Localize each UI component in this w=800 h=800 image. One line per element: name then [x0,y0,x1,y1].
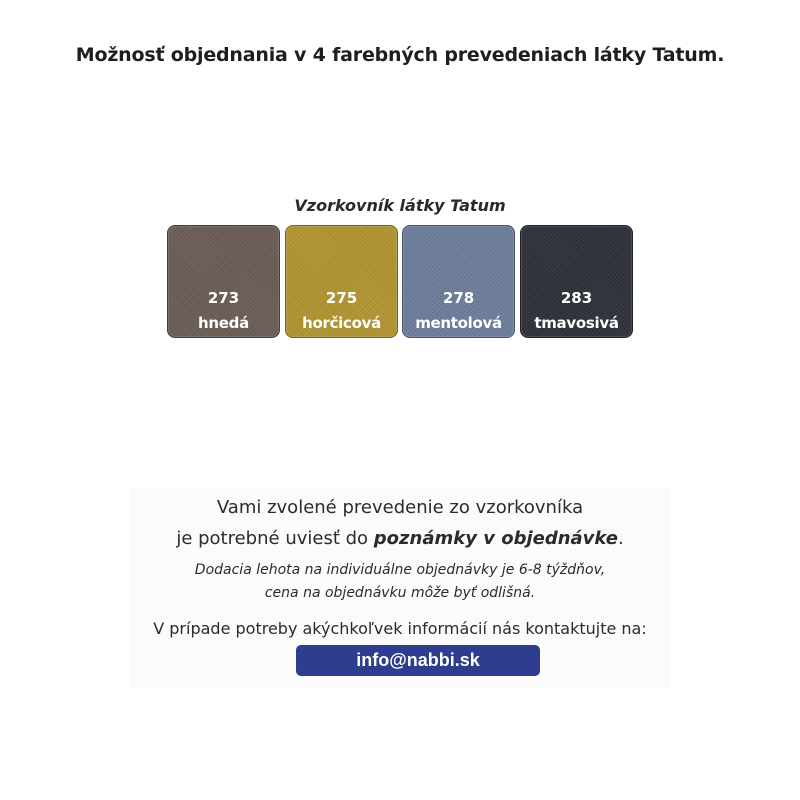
swatch-code: 273 [207,289,240,307]
swatch-name: tmavosivá [534,314,619,332]
page-headline: Možnosť objednania v 4 farebných prevedeniach látky Tatum. [75,44,725,66]
info-line-selection: Vami zvolené prevedenie zo vzorkovníka [216,497,584,518]
swatch-278 [402,225,515,338]
swatch-book [167,225,633,339]
swatch-283 [520,225,633,338]
order-note-emphasis: poznámky v objednávke [373,528,618,549]
swatch-273 [167,225,280,338]
info-line-note [0,528,800,549]
info-line-delivery: Dodacia lehota na individuálne objednávky je 6-8 týždňov, [194,562,606,578]
swatch-name: horčicová [302,314,381,332]
swatch-code: 283 [560,289,593,307]
swatch-name: hnedá [198,314,249,332]
swatch-275 [285,225,398,338]
swatch-name: mentolová [415,314,502,332]
info-line-note-prefix: je potrebné uviesť do [176,528,374,549]
swatch-book-title: Vzorkovník látky Tatum [294,196,506,215]
info-line-price: cena na objednávku môže byť odlišná. [264,585,536,601]
info-line-note-suffix: . [617,528,624,549]
email-contact-button[interactable]: info@nabbi.sk [296,645,540,676]
swatch-code: 278 [442,289,475,307]
info-line-contact: V prípade potreby akýchkoľvek informácií nás kontaktujte na: [153,619,647,638]
swatch-code: 275 [325,289,358,307]
